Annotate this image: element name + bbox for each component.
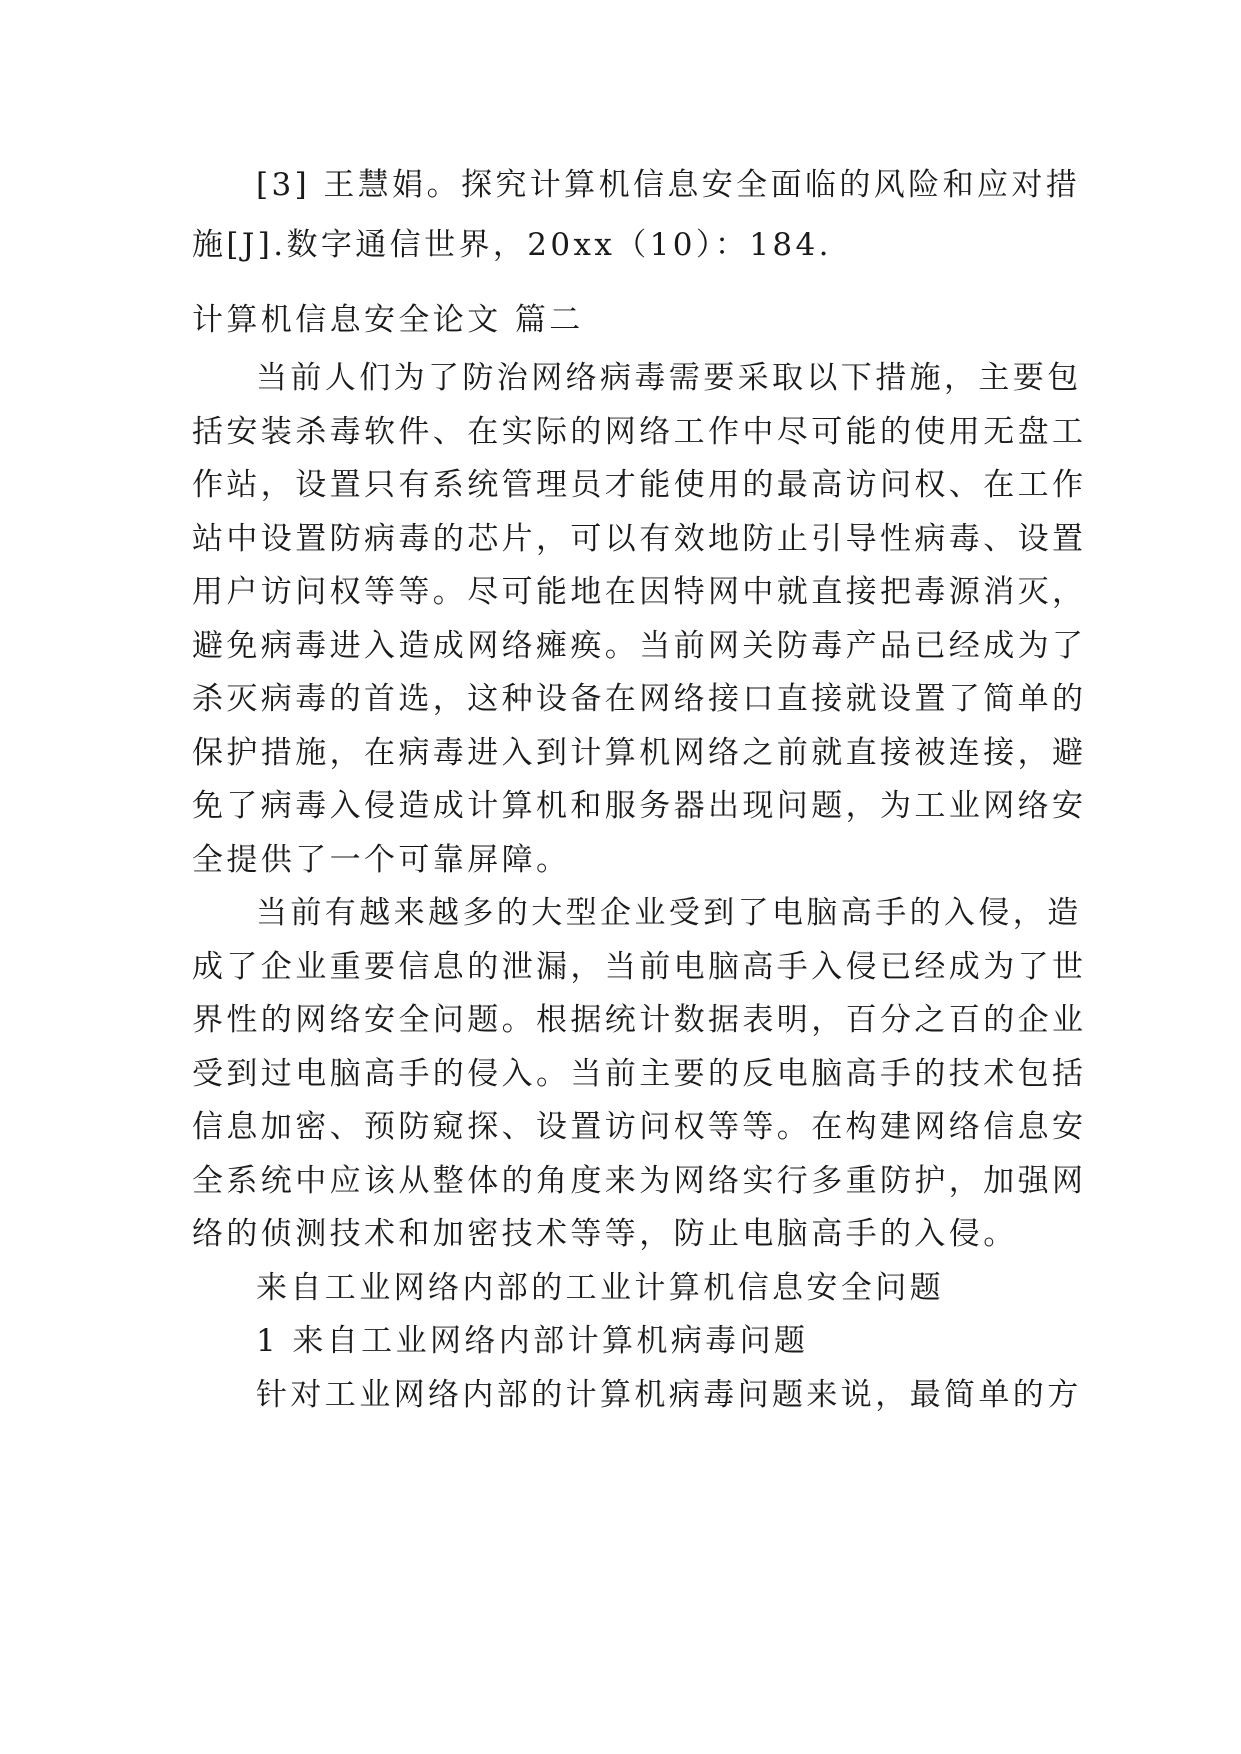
paragraph-1-line: 作站，设置只有系统管理员才能使用的最高访问权、在工作 [192, 467, 1087, 503]
paragraph-1-line: 杀灭病毒的首选，这种设备在网络接口直接就设置了简单的 [192, 681, 1087, 717]
paragraph-3-line: 针对工业网络内部的计算机病毒问题来说，最简单的方 [256, 1377, 1082, 1413]
paragraph-1-line: 全提供了一个可靠屏障。 [192, 842, 571, 878]
paragraph-2-line: 成了企业重要信息的泄漏，当前电脑高手入侵已经成为了世 [192, 949, 1087, 985]
paragraph-2-line: 全系统中应该从整体的角度来为网络实行多重防护，加强网 [192, 1163, 1087, 1199]
paragraph-1-line: 用户访问权等等。尽可能地在因特网中就直接把毒源消灭， [192, 574, 1087, 610]
subheading: 来自工业网络内部的工业计算机信息安全问题 [256, 1270, 944, 1306]
reference-line-2: 施[J].数字通信世界，20xx（10）：184. [192, 227, 832, 263]
paragraph-1-line: 当前人们为了防治网络病毒需要采取以下措施，主要包 [256, 360, 1082, 396]
paragraph-1-line: 括安装杀毒软件、在实际的网络工作中尽可能的使用无盘工 [192, 414, 1087, 450]
paragraph-1-line: 站中设置防病毒的芯片，可以有效地防止引导性病毒、设置 [192, 521, 1087, 557]
subheading-numbered: 1 来自工业网络内部计算机病毒问题 [256, 1323, 809, 1359]
paragraph-1-line: 保护措施，在病毒进入到计算机网络之前就直接被连接，避 [192, 735, 1087, 771]
paragraph-1-line: 免了病毒入侵造成计算机和服务器出现问题，为工业网络安 [192, 788, 1087, 824]
paragraph-2-line: 界性的网络安全问题。根据统计数据表明，百分之百的企业 [192, 1002, 1087, 1038]
paragraph-1-line: 避免病毒进入造成网络瘫痪。当前网关防毒产品已经成为了 [192, 628, 1087, 664]
paragraph-2-line: 受到过电脑高手的侵入。当前主要的反电脑高手的技术包括 [192, 1056, 1087, 1092]
paragraph-2-line: 信息加密、预防窥探、设置访问权等等。在构建网络信息安 [192, 1109, 1087, 1145]
section-title: 计算机信息安全论文 篇二 [192, 302, 584, 338]
reference-line-1: [3] 王慧娟。探究计算机信息安全面临的风险和应对措 [256, 167, 1081, 203]
paragraph-2-line: 络的侦测技术和加密技术等等，防止电脑高手的入侵。 [192, 1216, 1018, 1252]
paragraph-2-line: 当前有越来越多的大型企业受到了电脑高手的入侵，造 [256, 895, 1082, 931]
